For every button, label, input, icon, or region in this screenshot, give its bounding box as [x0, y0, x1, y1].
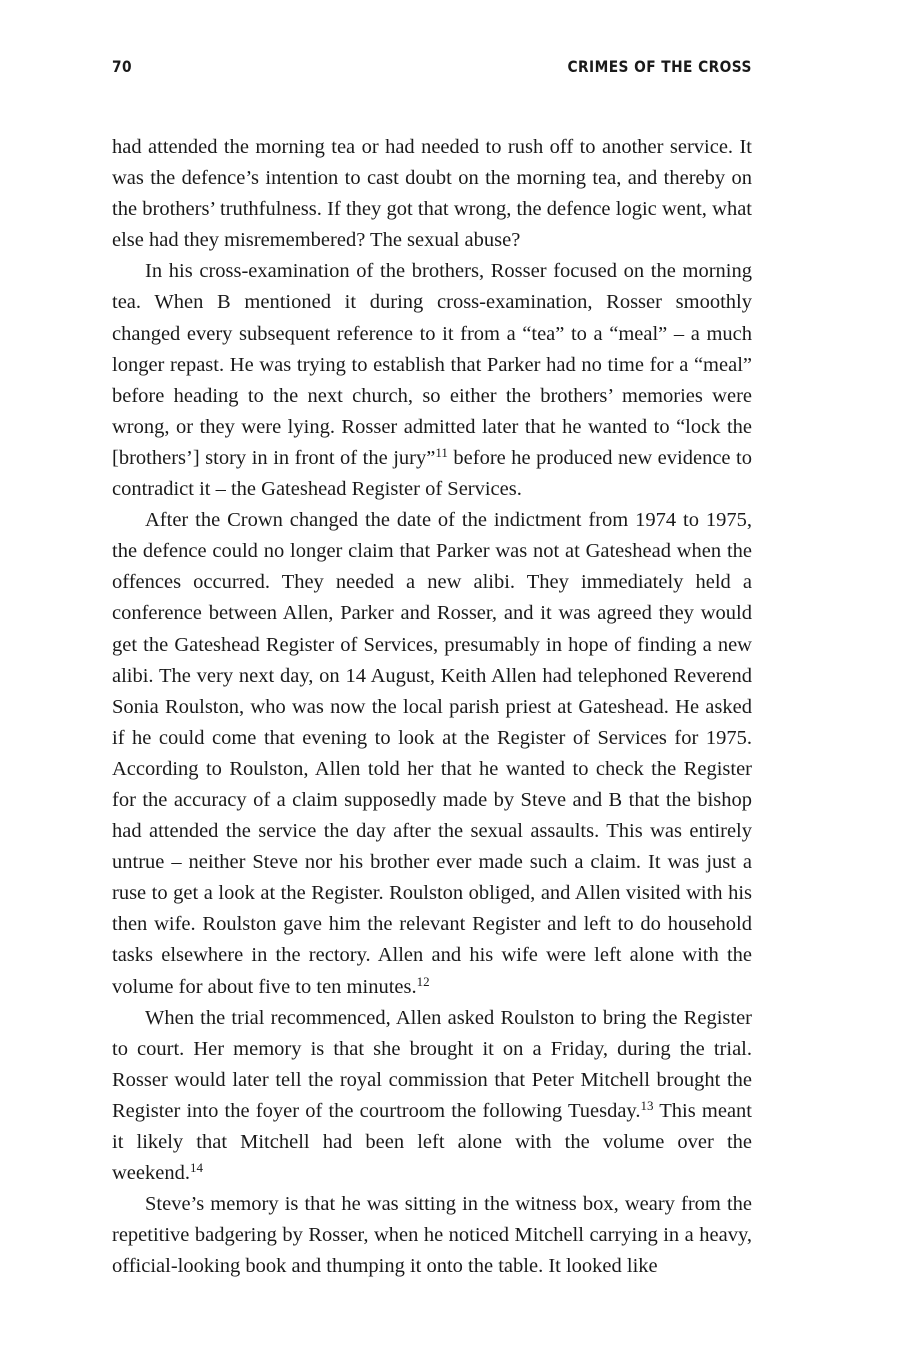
- body-text: [112, 132, 752, 1282]
- text-run: After the Crown changed the date of the indictment from 1974 to 1975, the defence could no longer claim that Parker was not at Gateshead when the offences occurred. They needed a new alibi. They immediately held a conference between Allen, Parker and Rosser, and it was agreed they would get the Gateshead Register of Services, presumably in hope of finding a new alibi. The very next day, on 14 August, Keith Allen had telephoned Reverend Sonia Roulston, who was now the local parish priest at Gateshead. He asked if he could come that evening to look at the Register of Services for 1975. According to Roulston, Allen told her that he wanted to check the Register for the accuracy of a claim supposedly made by Steve and B that the bishop had attended the service the day after the sexual assaults. This was entirely untrue – neither Steve nor his brother ever made such a claim. It was just a ruse to get a look at the Register. Roulston obliged, and Allen visited with his then wife. Roulston gave him the relevant Register and left to do household tasks elsewhere in the rectory. Allen and his wife were left alone with the volume for about five to ten minutes.: [112, 509, 752, 998]
- footnote-reference: 12: [416, 973, 430, 989]
- paragraph: [112, 505, 752, 1003]
- text-run: before he produced new evidence to contradict it – the Gateshead Register of Services.: [112, 446, 752, 501]
- text-run: Steve’s memory is that he was sitting in the witness box, weary from the repetitive badgering by Rosser, when he noticed Mitchell carrying in a heavy, official-looking book and thumping it onto the table. It looked like: [112, 1193, 752, 1278]
- text-run: In his cross-examination of the brothers, Rosser focused on the morning tea. When B mentioned it during cross-examination, Rosser smoothly changed every subsequent reference to it from a “tea” to a “meal” – a much longer repast. He was trying to establish that Parker had no time for a “meal” before heading to the next church, so either the brothers’ memories were wrong, or they were lying. Rosser admitted later that he wanted to “lock the [brothers’] story in in front of the jury”: [112, 260, 752, 469]
- paragraph: [112, 1189, 752, 1282]
- running-title: CRIMES OF THE CROSS: [567, 56, 752, 76]
- page-number: 70: [112, 56, 133, 76]
- paragraph: [112, 1003, 752, 1190]
- footnote-reference: 13: [640, 1097, 654, 1113]
- paragraph: [112, 256, 752, 505]
- paragraph: [112, 132, 752, 256]
- footnote-reference: 11: [435, 444, 448, 460]
- text-run: had attended the morning tea or had needed to rush off to another service. It was the defence’s intention to cast doubt on the morning tea, and thereby on the brothers’ truthfulness. If they got that wrong, the defence logic went, what else had they misremembered? The sexual abuse?: [112, 136, 752, 252]
- text-run: When the trial recommenced, Allen asked Roulston to bring the Register to court. Her memory is that she brought it on a Friday, during the trial. Rosser would later tell the royal commission that Peter Mitchell brought the Register into the foyer of the courtroom the following Tuesday.: [112, 1006, 752, 1122]
- running-head: [112, 52, 752, 80]
- text-run: This meant it likely that Mitchell had been left alone with the volume over the weekend.: [112, 1099, 752, 1185]
- footnote-reference: 14: [189, 1160, 203, 1176]
